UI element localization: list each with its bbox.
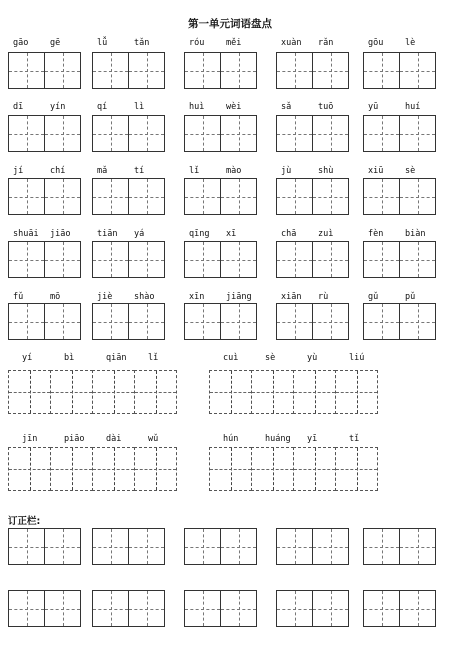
writing-cell[interactable] [8, 115, 45, 152]
pinyin-label: huáng [265, 434, 291, 444]
word-grid [8, 303, 80, 340]
word-grid [363, 303, 435, 340]
writing-cell[interactable] [209, 447, 252, 491]
pinyin-label: rù [318, 292, 329, 302]
writing-cell[interactable] [44, 590, 81, 627]
pinyin-label: xiū [368, 166, 384, 176]
writing-cell[interactable] [44, 115, 81, 152]
pinyin-label: fèn [368, 229, 384, 239]
writing-cell[interactable] [220, 241, 257, 278]
writing-cell[interactable] [44, 241, 81, 278]
writing-cell[interactable] [44, 178, 81, 215]
writing-cell[interactable] [220, 52, 257, 89]
pinyin-label: shù [318, 166, 334, 176]
writing-cell[interactable] [8, 303, 45, 340]
pinyin-label: měi [226, 38, 242, 48]
idiom-grid [209, 370, 377, 414]
writing-cell[interactable] [363, 303, 400, 340]
pinyin-label: jiè [97, 292, 113, 302]
writing-cell[interactable] [399, 178, 436, 215]
writing-cell[interactable] [276, 241, 313, 278]
writing-cell[interactable] [92, 241, 129, 278]
writing-cell[interactable] [276, 115, 313, 152]
writing-cell[interactable] [128, 590, 165, 627]
writing-cell[interactable] [8, 590, 45, 627]
writing-cell[interactable] [50, 447, 93, 491]
writing-cell[interactable] [184, 52, 221, 89]
word-grid [276, 115, 348, 152]
pinyin-label: lǐ [189, 166, 200, 176]
correction-grid [363, 590, 435, 627]
pinyin-label: yí [22, 353, 33, 363]
writing-cell[interactable] [8, 370, 51, 414]
word-grid [8, 241, 80, 278]
idiom-grid [8, 447, 176, 491]
writing-cell[interactable] [312, 528, 349, 565]
pinyin-label: mǎ [97, 166, 108, 176]
correction-grid [8, 590, 80, 627]
writing-cell[interactable] [276, 528, 313, 565]
writing-cell[interactable] [8, 447, 51, 491]
pinyin-label: bì [64, 353, 75, 363]
word-grid [92, 52, 164, 89]
pinyin-label: tǐ [349, 434, 360, 444]
writing-cell[interactable] [293, 447, 336, 491]
word-grid [8, 52, 80, 89]
writing-cell[interactable] [251, 447, 294, 491]
writing-cell[interactable] [399, 115, 436, 152]
pinyin-label: tí [134, 166, 145, 176]
writing-cell[interactable] [363, 241, 400, 278]
writing-cell[interactable] [92, 528, 129, 565]
correction-grid [92, 590, 164, 627]
writing-cell[interactable] [312, 241, 349, 278]
pinyin-label: jí [13, 166, 24, 176]
pinyin-label: huì [189, 102, 205, 112]
correction-grid [184, 590, 256, 627]
writing-cell[interactable] [276, 178, 313, 215]
pinyin-label: gōu [368, 38, 384, 48]
writing-cell[interactable] [128, 52, 165, 89]
writing-cell[interactable] [134, 370, 177, 414]
pinyin-label: jù [281, 166, 292, 176]
writing-cell[interactable] [134, 447, 177, 491]
writing-cell[interactable] [220, 528, 257, 565]
word-grid [92, 178, 164, 215]
writing-cell[interactable] [128, 528, 165, 565]
writing-cell[interactable] [363, 590, 400, 627]
writing-cell[interactable] [220, 178, 257, 215]
pinyin-label: sè [265, 353, 276, 363]
pinyin-label: shuāi [13, 229, 39, 239]
pinyin-label: jiāng [226, 292, 252, 302]
pinyin-label: yū [368, 102, 379, 112]
pinyin-label: sè [405, 166, 416, 176]
pinyin-label: gǔ [368, 292, 379, 302]
correction-label: 订正栏: [8, 516, 41, 527]
writing-cell[interactable] [92, 52, 129, 89]
writing-cell[interactable] [92, 115, 129, 152]
pinyin-label: chí [50, 166, 66, 176]
writing-cell[interactable] [44, 528, 81, 565]
word-grid [276, 303, 348, 340]
pinyin-label: sǎ [281, 102, 292, 112]
writing-cell[interactable] [184, 178, 221, 215]
pinyin-label: liú [349, 353, 365, 363]
pinyin-label: yá [134, 229, 145, 239]
word-grid [184, 52, 256, 89]
pinyin-label: qīng [189, 229, 210, 239]
pinyin-label: jiāo [50, 229, 71, 239]
pinyin-label: tuō [318, 102, 334, 112]
writing-cell[interactable] [8, 178, 45, 215]
word-grid [363, 178, 435, 215]
writing-cell[interactable] [128, 303, 165, 340]
word-grid [8, 178, 80, 215]
writing-cell[interactable] [92, 590, 129, 627]
correction-grid [276, 590, 348, 627]
correction-grid [363, 528, 435, 565]
correction-grid [184, 528, 256, 565]
word-grid [184, 241, 256, 278]
word-grid [92, 241, 164, 278]
writing-cell[interactable] [184, 528, 221, 565]
writing-cell[interactable] [128, 241, 165, 278]
word-grid [276, 241, 348, 278]
writing-cell[interactable] [312, 115, 349, 152]
word-grid [184, 303, 256, 340]
writing-cell[interactable] [312, 590, 349, 627]
writing-cell[interactable] [8, 52, 45, 89]
writing-cell[interactable] [8, 241, 45, 278]
pinyin-label: chā [281, 229, 297, 239]
pinyin-label: zuì [318, 229, 334, 239]
word-grid [276, 52, 348, 89]
word-grid [92, 303, 164, 340]
pinyin-label: dài [106, 434, 122, 444]
writing-cell[interactable] [184, 303, 221, 340]
writing-cell[interactable] [128, 115, 165, 152]
pinyin-label: lì [134, 102, 145, 112]
word-grid [92, 115, 164, 152]
writing-cell[interactable] [276, 52, 313, 89]
writing-cell[interactable] [92, 178, 129, 215]
writing-cell[interactable] [363, 178, 400, 215]
pinyin-label: rǎn [318, 38, 334, 48]
pinyin-label: xuàn [281, 38, 302, 48]
pinyin-label: huí [405, 102, 421, 112]
writing-cell[interactable] [276, 303, 313, 340]
pinyin-label: xīn [189, 292, 205, 302]
writing-cell[interactable] [92, 303, 129, 340]
writing-cell[interactable] [399, 241, 436, 278]
pinyin-label: gāo [13, 38, 29, 48]
writing-cell[interactable] [293, 370, 336, 414]
writing-cell[interactable] [399, 303, 436, 340]
writing-cell[interactable] [44, 52, 81, 89]
word-grid [363, 241, 435, 278]
writing-cell[interactable] [184, 241, 221, 278]
pinyin-label: hún [223, 434, 239, 444]
writing-cell[interactable] [184, 590, 221, 627]
word-grid [276, 178, 348, 215]
pinyin-label: qí [97, 102, 108, 112]
writing-cell[interactable] [220, 590, 257, 627]
page-title: 第一单元词语盘点 [188, 18, 272, 30]
pinyin-label: jīn [22, 434, 38, 444]
writing-cell[interactable] [92, 370, 135, 414]
pinyin-label: cuì [223, 353, 239, 363]
pinyin-label: gē [50, 38, 61, 48]
writing-cell[interactable] [50, 370, 93, 414]
writing-cell[interactable] [399, 528, 436, 565]
pinyin-label: shào [134, 292, 155, 302]
writing-cell[interactable] [251, 370, 294, 414]
pinyin-label: fǔ [13, 292, 24, 302]
pinyin-label: yù [307, 353, 318, 363]
pinyin-label: xiān [281, 292, 302, 302]
writing-cell[interactable] [312, 303, 349, 340]
pinyin-label: lǐ [148, 353, 159, 363]
word-grid [184, 115, 256, 152]
writing-cell[interactable] [399, 52, 436, 89]
writing-cell[interactable] [363, 528, 400, 565]
pinyin-label: dī [13, 102, 24, 112]
writing-cell[interactable] [399, 590, 436, 627]
pinyin-label: pǔ [405, 292, 416, 302]
pinyin-label: wèi [226, 102, 242, 112]
writing-cell[interactable] [128, 178, 165, 215]
writing-cell[interactable] [276, 590, 313, 627]
writing-cell[interactable] [8, 528, 45, 565]
writing-cell[interactable] [312, 178, 349, 215]
pinyin-label: lǚ [97, 38, 108, 48]
pinyin-label: tiān [97, 229, 118, 239]
pinyin-label: qiān [106, 353, 127, 363]
pinyin-label: wǔ [148, 434, 159, 444]
pinyin-label: mō [50, 292, 61, 302]
writing-cell[interactable] [92, 447, 135, 491]
pinyin-label: yín [50, 102, 66, 112]
pinyin-label: lè [405, 38, 416, 48]
writing-cell[interactable] [44, 303, 81, 340]
writing-cell[interactable] [184, 115, 221, 152]
writing-cell[interactable] [209, 370, 252, 414]
pinyin-label: róu [189, 38, 205, 48]
word-grid [363, 52, 435, 89]
pinyin-label: tǎn [134, 38, 150, 48]
pinyin-label: biàn [405, 229, 426, 239]
writing-cell[interactable] [312, 52, 349, 89]
idiom-grid [209, 447, 377, 491]
writing-cell[interactable] [363, 52, 400, 89]
writing-cell[interactable] [220, 303, 257, 340]
pinyin-label: piāo [64, 434, 85, 444]
idiom-grid [8, 370, 176, 414]
correction-grid [8, 528, 80, 565]
correction-grid [92, 528, 164, 565]
word-grid [363, 115, 435, 152]
word-grid [184, 178, 256, 215]
writing-cell[interactable] [363, 115, 400, 152]
writing-cell[interactable] [335, 447, 378, 491]
pinyin-label: mào [226, 166, 242, 176]
writing-cell[interactable] [335, 370, 378, 414]
pinyin-label: xī [226, 229, 237, 239]
writing-cell[interactable] [220, 115, 257, 152]
correction-grid [276, 528, 348, 565]
word-grid [8, 115, 80, 152]
pinyin-label: yī [307, 434, 318, 444]
